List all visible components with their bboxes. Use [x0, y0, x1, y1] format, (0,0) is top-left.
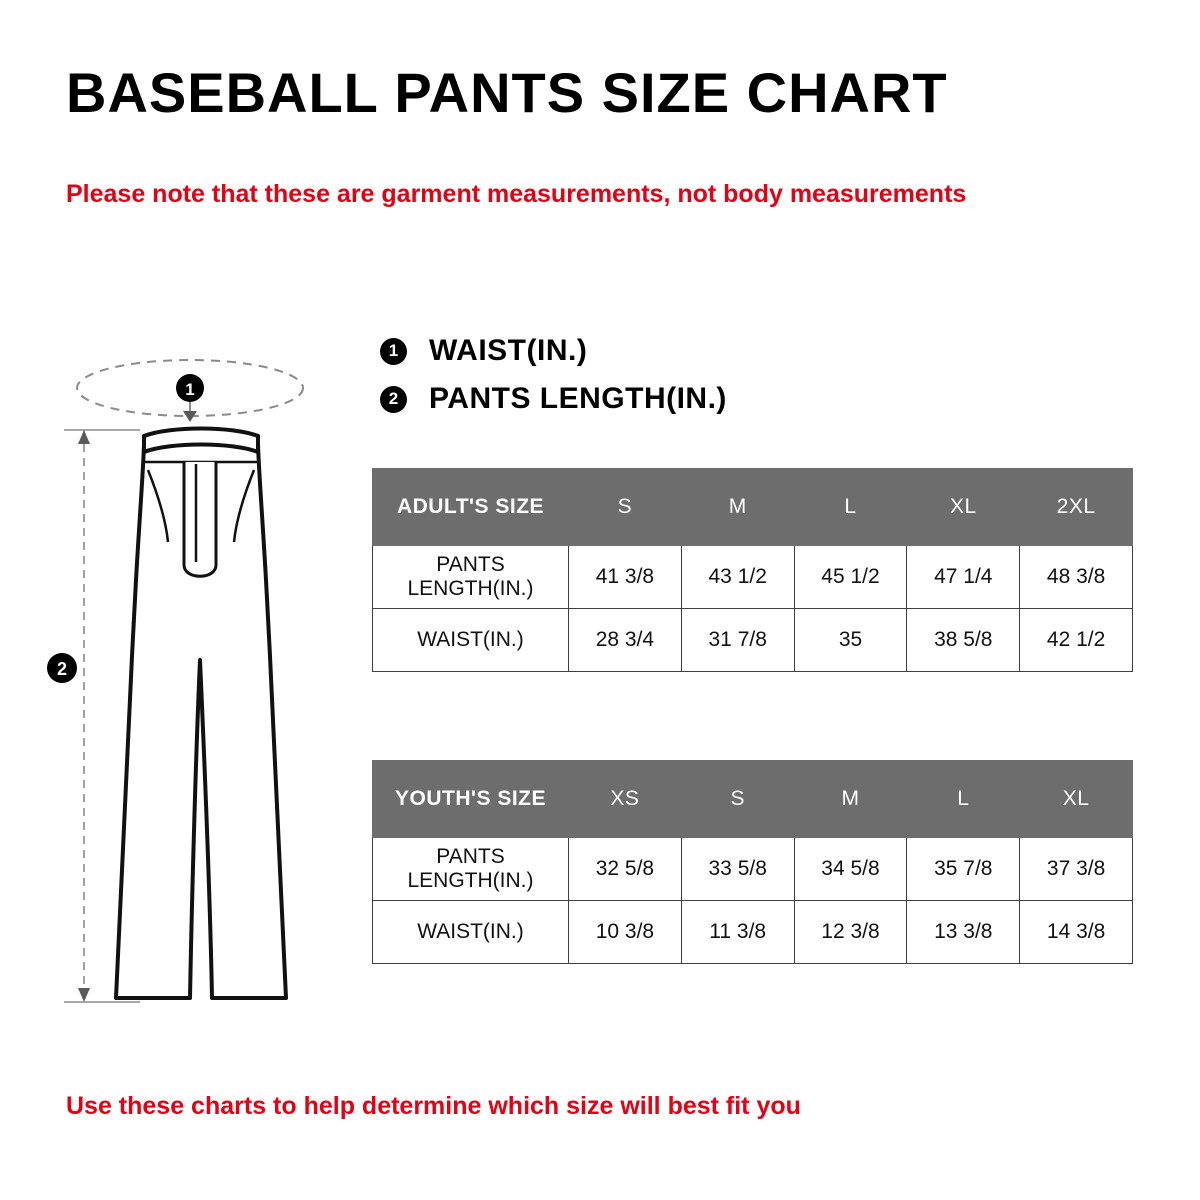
legend-item-label: WAIST(IN.): [429, 334, 588, 367]
adult-size-table: [372, 468, 1133, 672]
table-header-row: [373, 469, 1133, 546]
adult-cell: 43 1/2: [681, 546, 794, 609]
adult-cell: 35: [794, 609, 907, 672]
table-row: [373, 901, 1133, 964]
youth-row-label: WAIST(IN.): [373, 901, 569, 964]
youth-cell: 37 3/8: [1020, 838, 1133, 901]
youth-col-header: XL: [1020, 761, 1133, 838]
adult-col-header: 2XL: [1020, 469, 1133, 546]
legend-item: [380, 382, 727, 416]
table-row: [373, 609, 1133, 672]
pants-illustration-svg: [40, 330, 370, 1020]
youth-cell: 33 5/8: [681, 838, 794, 901]
youth-size-table: [372, 760, 1133, 964]
table-header-row: [373, 761, 1133, 838]
youth-cell: 34 5/8: [794, 838, 907, 901]
measurement-note: Please note that these are garment measurements, not body measurements: [66, 180, 967, 208]
number-2-icon: 2: [380, 386, 407, 413]
svg-text:1: 1: [185, 380, 195, 399]
adult-cell: 31 7/8: [681, 609, 794, 672]
svg-text:2: 2: [56, 659, 68, 679]
legend-item-label: PANTS LENGTH(IN.): [429, 382, 727, 415]
youth-row-label: PANTS LENGTH(IN.): [373, 838, 569, 901]
adult-cell: 41 3/8: [569, 546, 682, 609]
adult-cell: 48 3/8: [1020, 546, 1133, 609]
youth-col-header: S: [681, 761, 794, 838]
youth-cell: 13 3/8: [907, 901, 1020, 964]
adult-col-header: XL: [907, 469, 1020, 546]
youth-col-header: M: [794, 761, 907, 838]
pants-diagram: [40, 330, 370, 1020]
adult-row-label: WAIST(IN.): [373, 609, 569, 672]
legend: [380, 334, 727, 430]
adult-cell: 38 5/8: [907, 609, 1020, 672]
footer-note: Use these charts to help determine which size will best fit you: [66, 1092, 801, 1120]
adult-corner-label: ADULT'S SIZE: [373, 469, 569, 546]
table-row: [373, 546, 1133, 609]
adult-cell: 42 1/2: [1020, 609, 1133, 672]
legend-item: [380, 334, 727, 368]
youth-cell: 14 3/8: [1020, 901, 1133, 964]
page-title: BASEBALL PANTS SIZE CHART: [66, 61, 948, 124]
adult-cell: 47 1/4: [907, 546, 1020, 609]
youth-cell: 35 7/8: [907, 838, 1020, 901]
youth-corner-label: YOUTH'S SIZE: [373, 761, 569, 838]
youth-col-header: XS: [569, 761, 682, 838]
adult-col-header: L: [794, 469, 907, 546]
youth-col-header: L: [907, 761, 1020, 838]
number-1-icon: 1: [380, 338, 407, 365]
youth-cell: 32 5/8: [569, 838, 682, 901]
adult-col-header: S: [569, 469, 682, 546]
table-row: [373, 838, 1133, 901]
adult-row-label: PANTS LENGTH(IN.): [373, 546, 569, 609]
youth-cell: 10 3/8: [569, 901, 682, 964]
adult-cell: 45 1/2: [794, 546, 907, 609]
youth-cell: 12 3/8: [794, 901, 907, 964]
adult-cell: 28 3/4: [569, 609, 682, 672]
youth-cell: 11 3/8: [681, 901, 794, 964]
adult-col-header: M: [681, 469, 794, 546]
